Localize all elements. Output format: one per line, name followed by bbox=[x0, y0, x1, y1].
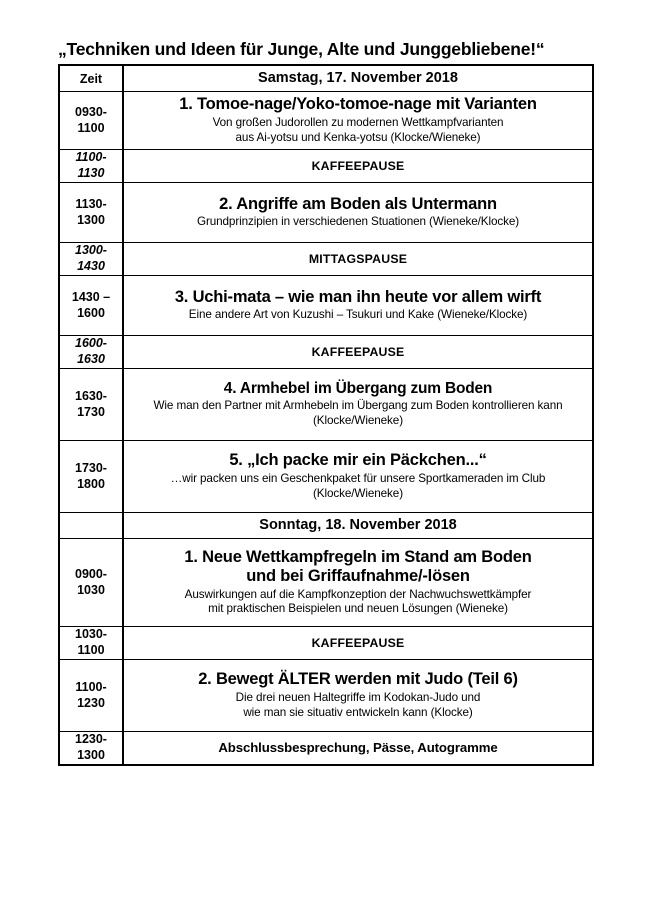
session-time: 1730- 1800 bbox=[59, 441, 123, 513]
table-row bbox=[59, 336, 593, 369]
session-title: 1. Neue Wettkampfregeln im Stand am Boden und bei Griffaufnahme/-lösen bbox=[184, 547, 532, 586]
session-cell bbox=[123, 539, 593, 627]
table-row bbox=[59, 183, 593, 243]
session-time: 1130- 1300 bbox=[59, 183, 123, 243]
session-title: 4. Armhebel im Übergang zum Boden bbox=[223, 379, 493, 397]
day-header-row bbox=[59, 513, 593, 539]
session-cell bbox=[123, 183, 593, 243]
session-cell bbox=[123, 369, 593, 441]
table-row bbox=[59, 276, 593, 336]
break-time: 1100- 1130 bbox=[59, 150, 123, 183]
table-row bbox=[59, 660, 593, 732]
session-title: 2. Angriffe am Boden als Untermann bbox=[219, 194, 497, 213]
table-row bbox=[59, 732, 593, 765]
break-time: 1030- 1100 bbox=[59, 627, 123, 660]
session-time: 1630- 1730 bbox=[59, 369, 123, 441]
closing-time: 1230- 1300 bbox=[59, 732, 123, 765]
session-subtitle: Grundprinzipien in verschiedenen Stuationen (Wieneke/Klocke) bbox=[196, 215, 520, 229]
session-cell bbox=[123, 276, 593, 336]
break-time: 1600- 1630 bbox=[59, 336, 123, 369]
session-title: 1. Tomoe-nage/Yoko-tomoe-nage mit Varianten bbox=[179, 95, 537, 114]
day-header-saturday: Samstag, 17. November 2018 bbox=[123, 65, 593, 92]
break-label: KAFFEEPAUSE bbox=[123, 627, 593, 660]
table-row bbox=[59, 539, 593, 627]
session-subtitle: Die drei neuen Haltegriffe im Kodokan-Judo und wie man sie situativ entwickeln kann (Klocke) bbox=[235, 690, 481, 719]
empty-time-cell bbox=[59, 513, 123, 539]
break-label: KAFFEEPAUSE bbox=[123, 336, 593, 369]
table-row bbox=[59, 243, 593, 276]
page-title: „Techniken und Ideen für Junge, Alte und Junggebliebene!“ bbox=[58, 39, 545, 59]
table-row bbox=[59, 150, 593, 183]
session-time: 1100- 1230 bbox=[59, 660, 123, 732]
session-subtitle: Auswirkungen auf die Kampfkonzeption der Nachwuchswettkämpfer mit praktischen Beispielen und neuen Lösungen (Wieneke) bbox=[184, 587, 532, 616]
day-header-sunday: Sonntag, 18. November 2018 bbox=[123, 513, 593, 539]
session-time: 0900- 1030 bbox=[59, 539, 123, 627]
session-cell bbox=[123, 92, 593, 150]
table-header-row bbox=[59, 65, 593, 92]
table-row bbox=[59, 369, 593, 441]
session-cell bbox=[123, 441, 593, 513]
table-row bbox=[59, 441, 593, 513]
break-label: MITTAGSPAUSE bbox=[123, 243, 593, 276]
session-time: 0930- 1100 bbox=[59, 92, 123, 150]
table-row bbox=[59, 92, 593, 150]
session-subtitle: Wie man den Partner mit Armhebeln im Übergang zum Boden kontrollieren kann (Klocke/Wieneke) bbox=[153, 399, 563, 428]
seminar-schedule-table bbox=[58, 64, 594, 766]
session-subtitle: …wir packen uns ein Geschenkpaket für unsere Sportkameraden im Club (Klocke/Wieneke) bbox=[170, 471, 546, 500]
time-column-header: Zeit bbox=[59, 65, 123, 92]
session-title: 5. „Ich packe mir ein Päckchen...“ bbox=[229, 451, 487, 470]
session-title: 3. Uchi-mata – wie man ihn heute vor allem wirft bbox=[174, 287, 542, 306]
session-subtitle: Eine andere Art von Kuzushi – Tsukuri und Kake (Wieneke/Klocke) bbox=[188, 308, 528, 322]
break-label: KAFFEEPAUSE bbox=[123, 150, 593, 183]
session-subtitle: Von großen Judorollen zu modernen Wettkampfvarianten aus Ai-yotsu und Kenka-yotsu (Klocke/Wieneke) bbox=[212, 115, 504, 144]
session-title: 2. Bewegt ÄLTER werden mit Judo (Teil 6) bbox=[198, 670, 518, 689]
closing-label: Abschlussbesprechung, Pässe, Autogramme bbox=[123, 732, 593, 765]
table-row bbox=[59, 627, 593, 660]
session-time: 1430 – 1600 bbox=[59, 276, 123, 336]
session-cell bbox=[123, 660, 593, 732]
break-time: 1300- 1430 bbox=[59, 243, 123, 276]
